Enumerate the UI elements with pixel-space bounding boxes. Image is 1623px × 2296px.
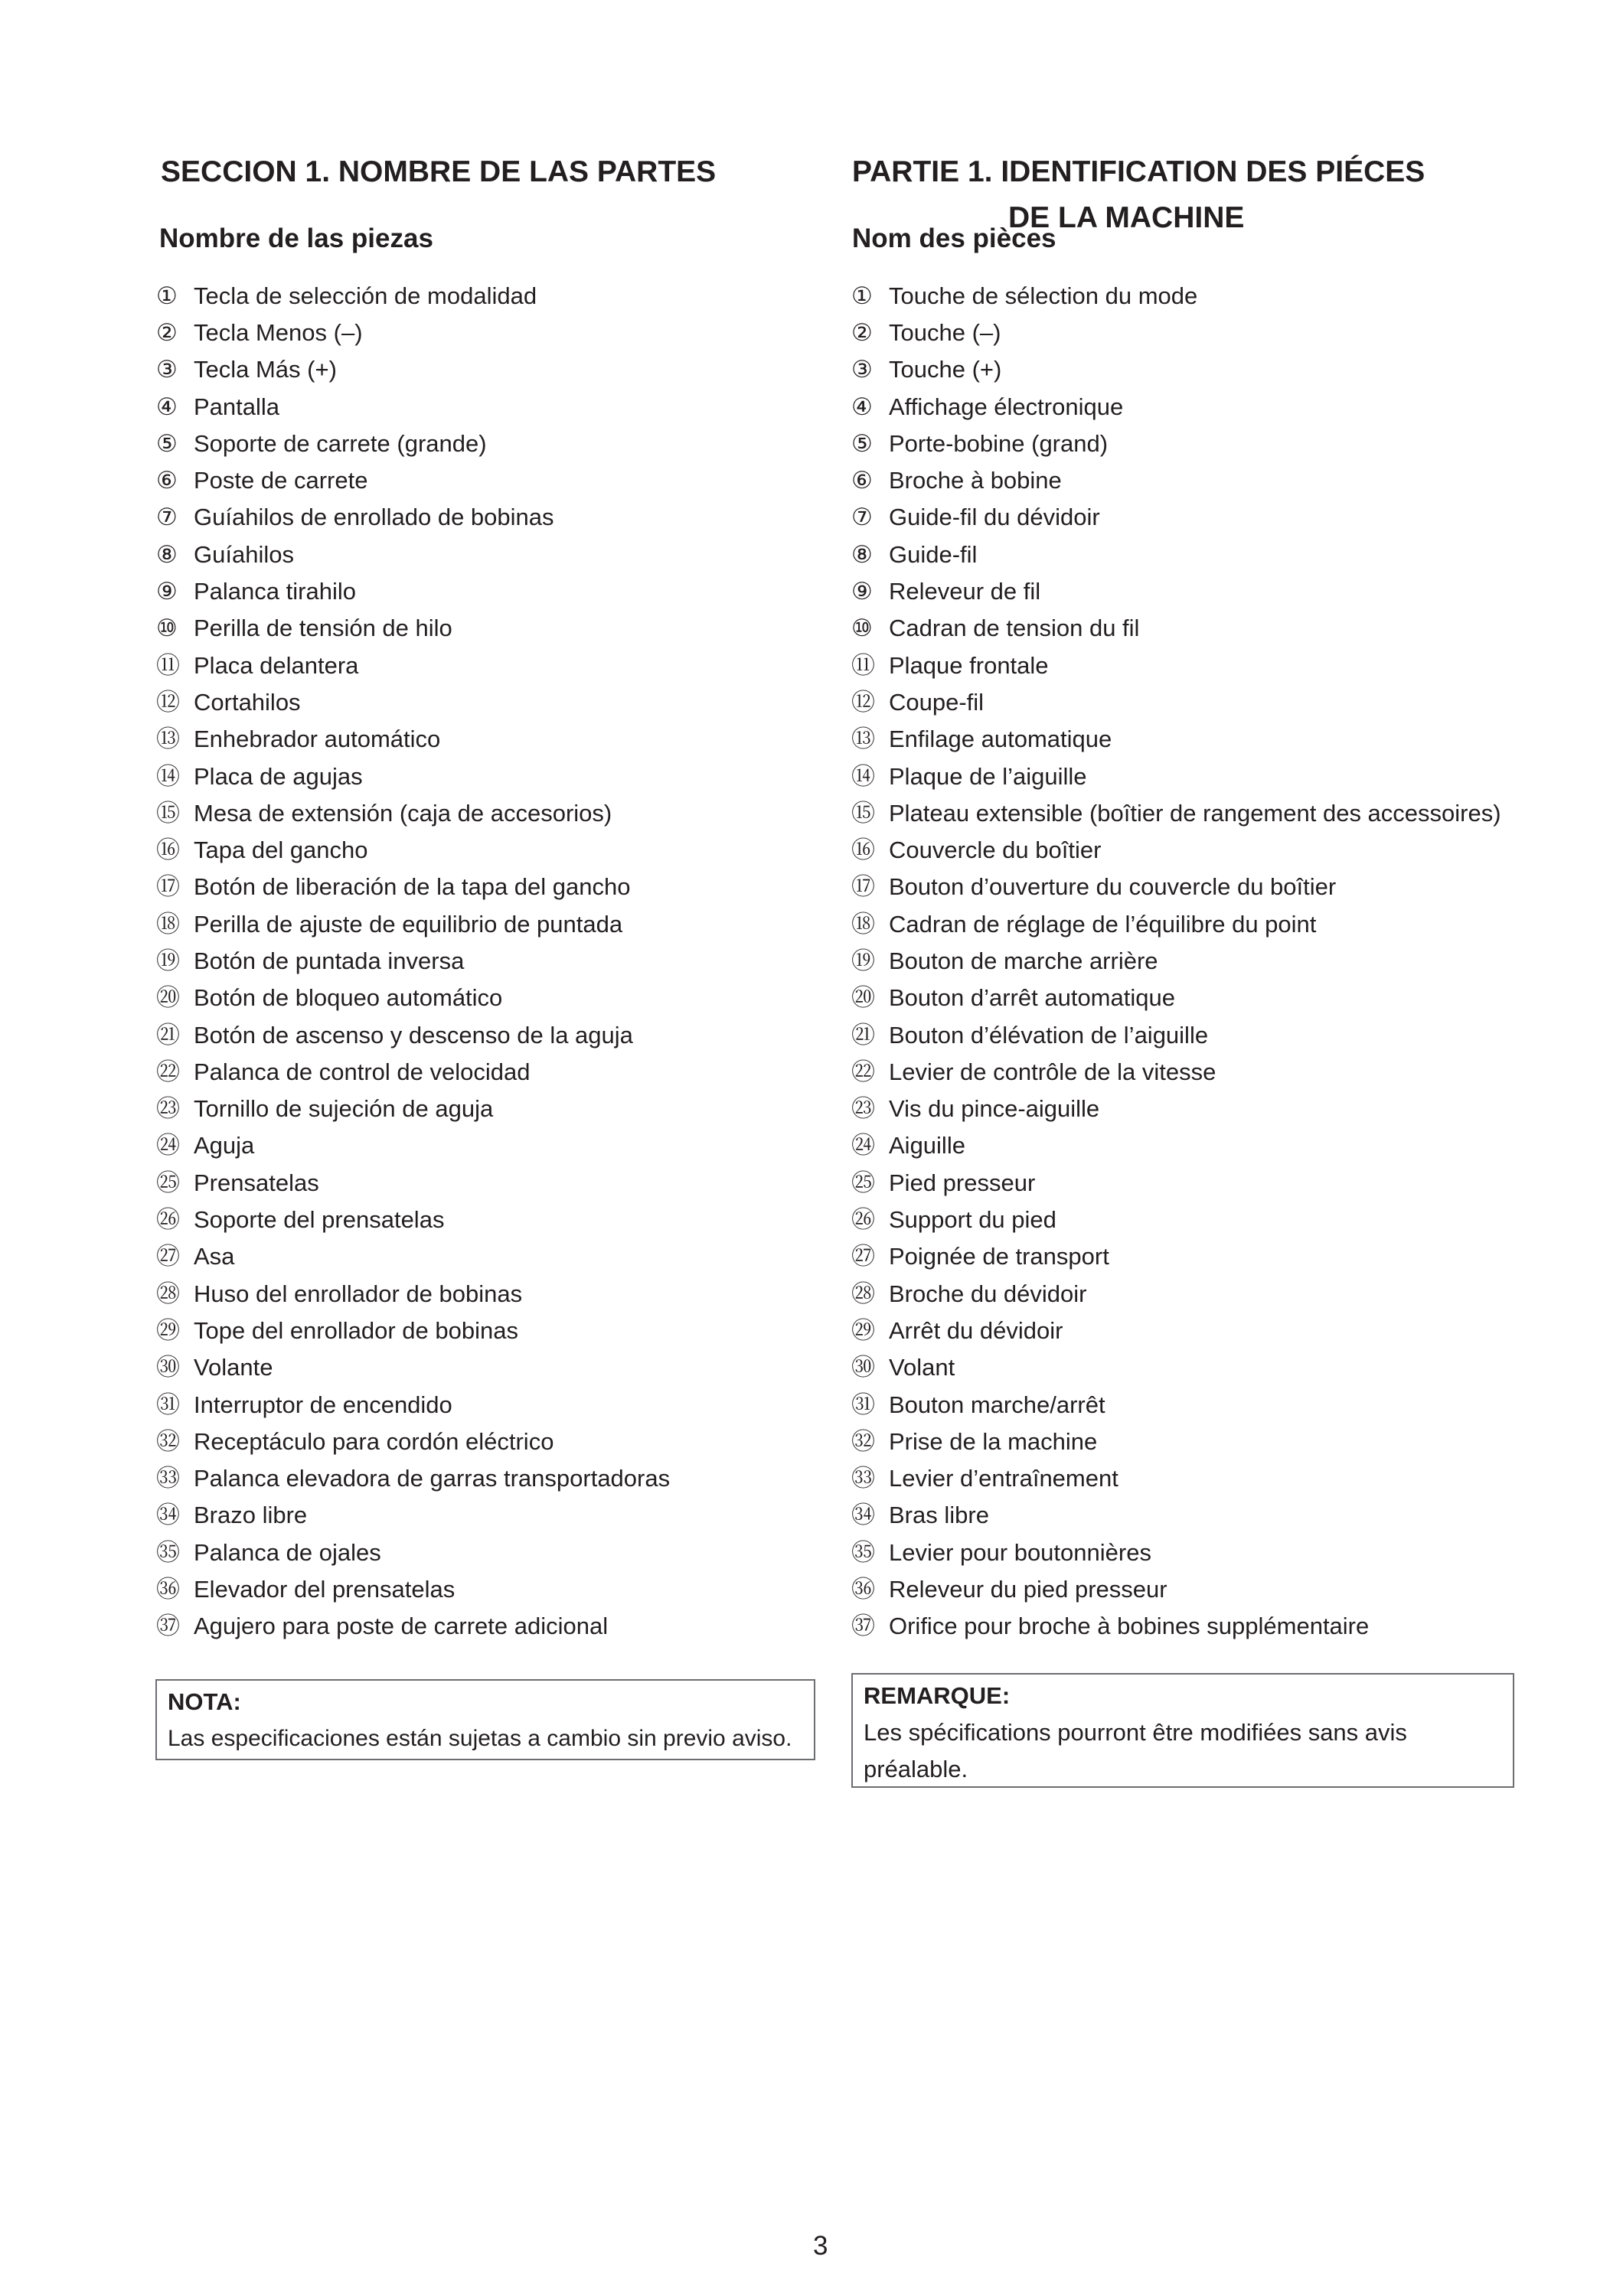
spanish-section-title: SECCION 1. NOMBRE DE LAS PARTES — [161, 155, 717, 188]
part-list-item — [851, 425, 1501, 461]
part-number: ㉝ — [851, 1465, 875, 1492]
spanish-note-text: Las especificaciones están sujetas a cambio sin previo aviso. — [168, 1726, 792, 1751]
part-number: ⑩ — [156, 615, 178, 642]
part-list-item — [851, 1091, 1501, 1127]
part-list-item — [156, 683, 670, 720]
part-number: ② — [851, 318, 873, 346]
part-list-item — [851, 1570, 1501, 1607]
part-label: Support du pied — [889, 1206, 1056, 1234]
part-list-item — [851, 980, 1501, 1016]
part-number: ④ — [156, 393, 178, 420]
part-label: Tecla de selección de modalidad — [194, 282, 537, 309]
part-number: ⑮ — [851, 799, 875, 827]
part-label: Pied presseur — [889, 1169, 1036, 1196]
part-label: Guide-fil du dévidoir — [889, 504, 1100, 531]
part-list-item — [851, 831, 1501, 868]
part-label: Botón de bloqueo automático — [194, 984, 503, 1012]
part-number: ⑲ — [851, 947, 875, 974]
part-list-item — [156, 831, 670, 868]
part-list-item — [156, 1386, 670, 1423]
part-label: Poignée de transport — [889, 1243, 1109, 1270]
part-label: Levier pour boutonnières — [889, 1538, 1151, 1566]
part-label: Botón de liberación de la tapa del gancho — [194, 873, 631, 901]
part-list-item — [851, 1386, 1501, 1423]
part-number: ⑳ — [156, 984, 180, 1012]
part-list-item — [156, 351, 670, 388]
part-list-item — [156, 461, 670, 498]
part-list-item — [851, 794, 1501, 831]
part-number: ⑬ — [156, 726, 180, 753]
part-label: Bouton de marche arrière — [889, 947, 1158, 974]
part-label: Affichage électronique — [889, 393, 1124, 420]
part-label: Pantalla — [194, 393, 280, 420]
part-number: ㉘ — [156, 1280, 180, 1307]
part-number: ㉟ — [156, 1538, 180, 1566]
part-number: ⑤ — [156, 429, 178, 457]
part-list-item — [851, 1349, 1501, 1386]
part-number: ㉞ — [156, 1502, 180, 1529]
part-number: ⑥ — [156, 467, 178, 494]
part-label: Placa delantera — [194, 651, 359, 679]
part-label: Coupe-fil — [889, 688, 985, 716]
part-label: Tope del enrollador de bobinas — [194, 1316, 518, 1344]
part-list-item — [851, 1460, 1501, 1497]
part-number: ③ — [851, 356, 873, 383]
part-label: Plaque de l’aiguille — [889, 762, 1087, 790]
part-label: Guide-fil — [889, 540, 978, 568]
part-number: ⑰ — [851, 873, 875, 901]
part-number: ① — [156, 282, 178, 309]
part-list-item — [851, 351, 1501, 388]
part-label: Guíahilos — [194, 540, 294, 568]
part-list-item — [851, 1534, 1501, 1570]
part-list-item — [156, 1238, 670, 1275]
part-number: ㉜ — [851, 1427, 875, 1455]
part-label: Huso del enrollador de bobinas — [194, 1280, 523, 1307]
part-list-item — [851, 536, 1501, 572]
part-label: Aiguille — [889, 1132, 965, 1159]
part-number: ⑭ — [156, 762, 180, 790]
french-parts-list — [851, 277, 1501, 1645]
part-label: Plaque frontale — [889, 651, 1049, 679]
part-label: Orifice pour broche à bobines supplémentaire — [889, 1613, 1370, 1640]
part-label: Cadran de réglage de l’équilibre du point — [889, 910, 1317, 938]
part-label: Volante — [194, 1354, 273, 1381]
part-number: ⑫ — [851, 688, 875, 716]
part-list-item — [851, 1016, 1501, 1053]
part-list-item — [156, 277, 670, 314]
part-list-item — [156, 1312, 670, 1349]
part-label: Volant — [889, 1354, 955, 1381]
part-label: Palanca de control de velocidad — [194, 1058, 531, 1085]
french-note-box — [851, 1673, 1514, 1788]
part-number: ㊱ — [851, 1576, 875, 1603]
part-list-item — [851, 758, 1501, 794]
french-subtitle: Nom des pièces — [852, 223, 1056, 253]
part-label: Enhebrador automático — [194, 726, 441, 753]
part-label: Touche (–) — [889, 318, 1001, 346]
part-list-item — [156, 1053, 670, 1090]
part-number: ⑦ — [851, 504, 873, 531]
part-label: Tapa del gancho — [194, 837, 368, 864]
part-list-item — [156, 572, 670, 609]
part-label: Aguja — [194, 1132, 255, 1159]
part-number: ㊲ — [851, 1613, 875, 1640]
part-number: ㉓ — [851, 1095, 875, 1123]
part-list-item — [851, 461, 1501, 498]
part-list-item — [156, 314, 670, 351]
part-number: ⑤ — [851, 429, 873, 457]
part-number: ㉖ — [156, 1206, 180, 1234]
part-label: Asa — [194, 1243, 235, 1270]
part-list-item — [156, 794, 670, 831]
spanish-note-box — [155, 1679, 815, 1760]
part-label: Botón de puntada inversa — [194, 947, 465, 974]
part-list-item — [156, 1164, 670, 1201]
part-number: ⑭ — [851, 762, 875, 790]
part-number: ㉙ — [851, 1316, 875, 1344]
part-label: Prensatelas — [194, 1169, 319, 1196]
part-list-item — [851, 1275, 1501, 1312]
part-label: Bouton marche/arrêt — [889, 1391, 1105, 1418]
french-section-title-line2: DE LA MACHINE — [1008, 201, 1245, 234]
part-list-item — [851, 1423, 1501, 1459]
part-number: ⑱ — [851, 910, 875, 938]
part-label: Releveur du pied presseur — [889, 1576, 1167, 1603]
part-list-item — [156, 610, 670, 647]
part-list-item — [156, 905, 670, 942]
part-list-item — [156, 388, 670, 425]
part-number: ㊲ — [156, 1613, 180, 1640]
part-label: Tecla Más (+) — [194, 356, 337, 383]
part-label: Elevador del prensatelas — [194, 1576, 456, 1603]
part-number: ⑪ — [851, 651, 875, 679]
part-list-item — [156, 499, 670, 536]
part-label: Enfilage automatique — [889, 726, 1112, 753]
part-list-item — [851, 683, 1501, 720]
part-number: ㉚ — [156, 1354, 180, 1381]
part-number: ⑧ — [156, 540, 178, 568]
part-number: ㉘ — [851, 1280, 875, 1307]
part-label: Soporte del prensatelas — [194, 1206, 445, 1234]
part-list-item — [156, 1534, 670, 1570]
part-list-item — [156, 758, 670, 794]
part-label: Couvercle du boîtier — [889, 837, 1102, 864]
part-label: Brazo libre — [194, 1502, 308, 1529]
part-number: ㉗ — [156, 1243, 180, 1270]
part-label: Cadran de tension du fil — [889, 615, 1140, 642]
part-number: ㉜ — [156, 1427, 180, 1455]
part-list-item — [156, 1608, 670, 1645]
part-label: Agujero para poste de carrete adicional — [194, 1613, 609, 1640]
part-label: Placa de agujas — [194, 762, 363, 790]
part-label: Touche de sélection du mode — [889, 282, 1198, 309]
part-label: Botón de ascenso y descenso de la aguja — [194, 1021, 633, 1049]
part-list-item — [156, 1016, 670, 1053]
part-number: ㉕ — [851, 1169, 875, 1196]
part-number: ⑪ — [156, 651, 180, 679]
part-label: Guíahilos de enrollado de bobinas — [194, 504, 554, 531]
part-label: Prise de la machine — [889, 1427, 1098, 1455]
part-number: ㉝ — [156, 1465, 180, 1492]
part-number: ㉔ — [851, 1132, 875, 1159]
part-number: ⑮ — [156, 799, 180, 827]
part-list-item — [156, 1460, 670, 1497]
part-number: ㉒ — [156, 1058, 180, 1085]
part-label: Bras libre — [889, 1502, 989, 1529]
part-list-item — [156, 1570, 670, 1607]
part-label: Arrêt du dévidoir — [889, 1316, 1063, 1344]
part-list-item — [851, 314, 1501, 351]
part-number: ㉕ — [156, 1169, 180, 1196]
page-number: 3 — [813, 2231, 828, 2261]
part-label: Perilla de ajuste de equilibrio de puntada — [194, 910, 623, 938]
part-list-item — [851, 1238, 1501, 1275]
part-label: Cortahilos — [194, 688, 301, 716]
part-list-item — [851, 388, 1501, 425]
part-number: ③ — [156, 356, 178, 383]
part-list-item — [156, 1349, 670, 1386]
part-label: Broche à bobine — [889, 467, 1062, 494]
part-list-item — [156, 425, 670, 461]
part-label: Receptáculo para cordón eléctrico — [194, 1427, 554, 1455]
part-label: Bouton d’ouverture du couvercle du boîtier — [889, 873, 1337, 901]
part-list-item — [156, 721, 670, 758]
part-list-item — [851, 1312, 1501, 1349]
part-list-item — [156, 536, 670, 572]
part-list-item — [851, 905, 1501, 942]
part-label: Porte-bobine (grand) — [889, 429, 1109, 457]
part-label: Bouton d’élévation de l’aiguille — [889, 1021, 1209, 1049]
part-number: ⑩ — [851, 615, 873, 642]
part-list-item — [156, 1423, 670, 1459]
part-number: ㉑ — [851, 1021, 875, 1049]
part-number: ⑨ — [156, 578, 178, 605]
part-number: ⑨ — [851, 578, 873, 605]
part-label: Touche (+) — [889, 356, 1002, 383]
part-number: ㉛ — [851, 1391, 875, 1418]
part-number: ⑥ — [851, 467, 873, 494]
part-number: ⑲ — [156, 947, 180, 974]
part-list-item — [156, 1127, 670, 1164]
part-label: Mesa de extensión (caja de accesorios) — [194, 799, 612, 827]
part-label: Levier de contrôle de la vitesse — [889, 1058, 1216, 1085]
part-number: ⑧ — [851, 540, 873, 568]
part-list-item — [851, 869, 1501, 905]
part-number: ⑯ — [851, 837, 875, 864]
part-number: ㉒ — [851, 1058, 875, 1085]
french-note-title: REMARQUE: — [864, 1682, 1011, 1709]
part-list-item — [851, 1201, 1501, 1238]
part-list-item — [851, 1608, 1501, 1645]
part-label: Vis du pince-aiguille — [889, 1095, 1100, 1123]
part-number: ㉛ — [156, 1391, 180, 1418]
part-list-item — [851, 942, 1501, 979]
part-label: Perilla de tensión de hilo — [194, 615, 452, 642]
part-label: Plateau extensible (boîtier de rangement des accessoires) — [889, 799, 1501, 827]
part-number: ㉞ — [851, 1502, 875, 1529]
french-note-text: Les spécifications pourront être modifiées sans avis préalable. — [864, 1719, 1407, 1782]
part-label: Tornillo de sujeción de aguja — [194, 1095, 494, 1123]
part-label: Bouton d’arrêt automatique — [889, 984, 1175, 1012]
part-number: ㊱ — [156, 1576, 180, 1603]
part-number: ⑬ — [851, 726, 875, 753]
part-number: ㉙ — [156, 1316, 180, 1344]
part-list-item — [156, 1497, 670, 1534]
part-list-item — [851, 721, 1501, 758]
spanish-subtitle: Nombre de las piezas — [159, 223, 433, 253]
part-number: ⑰ — [156, 873, 180, 901]
part-number: ④ — [851, 393, 873, 420]
part-number: ⑯ — [156, 837, 180, 864]
part-label: Releveur de fil — [889, 578, 1041, 605]
french-section-title: PARTIE 1. IDENTIFICATION DES PIÉCES — [852, 155, 1425, 188]
part-label: Poste de carrete — [194, 467, 368, 494]
part-number: ㉑ — [156, 1021, 180, 1049]
part-label: Soporte de carrete (grande) — [194, 429, 487, 457]
part-number: ⑱ — [156, 910, 180, 938]
part-label: Interruptor de encendido — [194, 1391, 452, 1418]
part-list-item — [156, 1275, 670, 1312]
part-list-item — [156, 1201, 670, 1238]
part-number: ㉔ — [156, 1132, 180, 1159]
part-list-item — [156, 942, 670, 979]
part-list-item — [851, 277, 1501, 314]
part-list-item — [851, 1497, 1501, 1534]
part-number: ② — [156, 318, 178, 346]
part-number: ㉓ — [156, 1095, 180, 1123]
spanish-parts-list — [156, 277, 670, 1645]
part-list-item — [156, 647, 670, 683]
part-label: Palanca tirahilo — [194, 578, 356, 605]
part-list-item — [156, 980, 670, 1016]
part-label: Levier d’entraînement — [889, 1465, 1118, 1492]
part-number: ① — [851, 282, 873, 309]
spanish-note-title: NOTA: — [168, 1688, 241, 1715]
part-list-item — [851, 572, 1501, 609]
part-list-item — [156, 869, 670, 905]
part-number: ⑦ — [156, 504, 178, 531]
part-list-item — [851, 499, 1501, 536]
part-label: Broche du dévidoir — [889, 1280, 1087, 1307]
part-list-item — [851, 1053, 1501, 1090]
part-number: ㉗ — [851, 1243, 875, 1270]
part-label: Tecla Menos (–) — [194, 318, 363, 346]
part-number: ⑳ — [851, 984, 875, 1012]
part-label: Palanca elevadora de garras transportadoras — [194, 1465, 671, 1492]
part-list-item — [851, 610, 1501, 647]
part-list-item — [156, 1091, 670, 1127]
part-list-item — [851, 1127, 1501, 1164]
part-number: ㉚ — [851, 1354, 875, 1381]
part-number: ㉖ — [851, 1206, 875, 1234]
part-number: ⑫ — [156, 688, 180, 716]
part-list-item — [851, 647, 1501, 683]
part-number: ㉟ — [851, 1538, 875, 1566]
part-list-item — [851, 1164, 1501, 1201]
part-label: Palanca de ojales — [194, 1538, 381, 1566]
